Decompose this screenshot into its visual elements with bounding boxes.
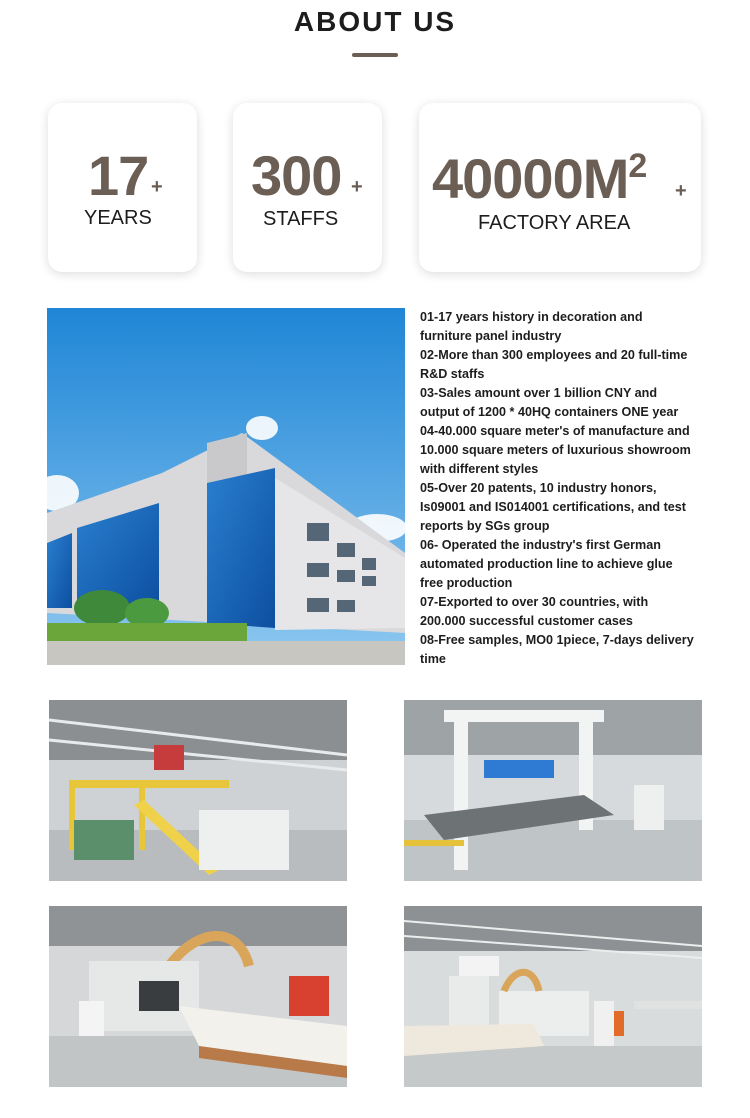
factory-building-photo [47, 308, 405, 665]
list-item: 200.000 successful customer cases [420, 614, 633, 628]
list-item: R&D staffs [420, 367, 485, 381]
list-item: Is09001 and IS014001 certifications, and test [420, 500, 686, 514]
list-item: reports by SGs group [420, 519, 550, 533]
list-item: 01-17 years history in decoration and [420, 310, 643, 324]
stat-value: 300 [251, 144, 342, 207]
list-item: output of 1200 * 40HQ containers ONE year [420, 405, 679, 419]
list-item: with different styles [420, 462, 539, 476]
company-highlights-list [420, 308, 720, 669]
stat-card-years [48, 103, 197, 272]
factory-cnc-machine-photo-2 [404, 906, 702, 1087]
stat-card-staffs [233, 103, 382, 272]
stat-card-factory-area [419, 103, 701, 272]
stat-label: STAFFS [263, 208, 339, 230]
stat-label: YEARS [84, 207, 152, 229]
stat-value: 17 [88, 144, 149, 207]
list-item: 08-Free samples, MO0 1piece, 7-days delivery [420, 633, 694, 647]
list-item: time [420, 652, 446, 666]
list-item: 04-40.000 square meter's of manufacture and [420, 424, 690, 438]
list-item: furniture panel industry [420, 329, 562, 343]
stat-plus: + [351, 176, 363, 198]
factory-production-line-photo-1 [49, 700, 347, 881]
list-item: 10.000 square meters of luxurious showroom [420, 443, 691, 457]
factory-production-line-photo-2 [404, 700, 702, 881]
list-item: 02-More than 300 employees and 20 full-time [420, 348, 688, 362]
list-item: 07-Exported to over 30 countries, with [420, 595, 649, 609]
list-item: 05-Over 20 patents, 10 industry honors, [420, 481, 657, 495]
stat-value [432, 147, 647, 210]
list-item: automated production line to achieve glue [420, 557, 673, 571]
stat-label: FACTORY AREA [478, 212, 631, 234]
stat-plus: + [675, 180, 687, 202]
list-item: 06- Operated the industry's first German [420, 538, 661, 552]
factory-cnc-machine-photo-1 [49, 906, 347, 1087]
page-title: ABOUT US [293, 6, 457, 37]
stat-value-superscript: 2 [628, 147, 647, 185]
stat-value-number: 40000M [432, 147, 629, 210]
list-item: 03-Sales amount over 1 billion CNY and [420, 386, 658, 400]
stat-plus: + [151, 176, 163, 198]
list-item: free production [420, 576, 513, 590]
title-underline [352, 53, 398, 57]
